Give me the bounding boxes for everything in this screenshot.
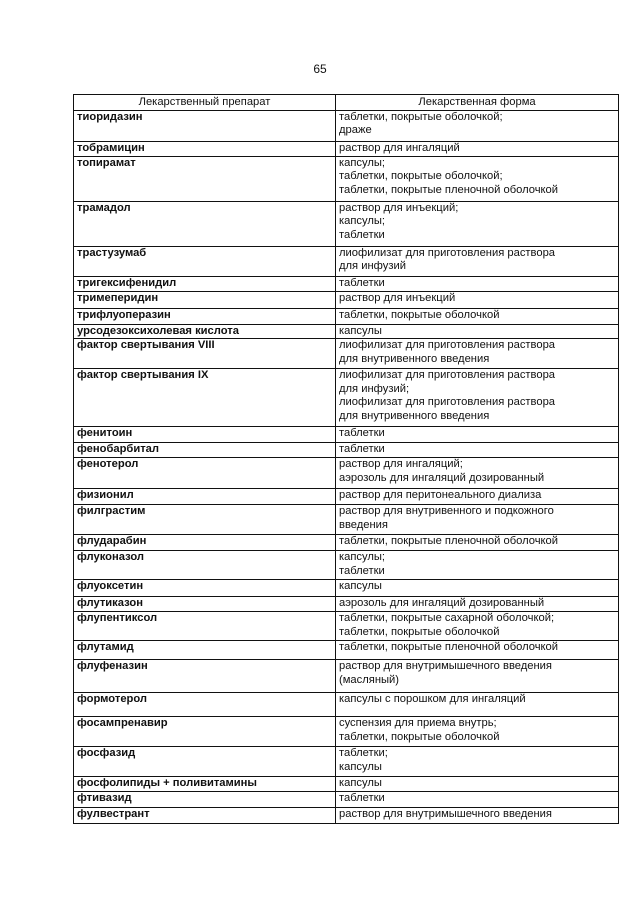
dosage-form: таблетки, покрытые пленочной оболочкой (339, 183, 559, 196)
dosage-form-cell (336, 110, 619, 141)
dosage-form-cell (336, 551, 619, 580)
table-row (74, 808, 619, 824)
medications-table (73, 94, 619, 824)
dosage-form: капсулы (339, 580, 382, 593)
dosage-form: таблетки, покрытые оболочкой; (339, 110, 503, 123)
dosage-form: таблетки (339, 228, 385, 241)
table-row (74, 276, 619, 291)
dosage-form: раствор для инъекций (339, 291, 456, 304)
drug-name: фулвестрант (74, 808, 336, 824)
dosage-form: для инфузий; (339, 382, 410, 395)
dosage-form: капсулы; (339, 215, 386, 228)
dosage-form: таблетки, покрытые оболочкой (339, 730, 500, 743)
dosage-form: капсулы; (339, 156, 386, 169)
drug-name: тримеперидин (74, 291, 336, 308)
drug-name: флуоксетин (74, 580, 336, 597)
table-row (74, 535, 619, 551)
dosage-form-cell (336, 792, 619, 808)
dosage-form-cell (336, 535, 619, 551)
dosage-form-cell (336, 201, 619, 246)
dosage-form-cell (336, 505, 619, 535)
column-header-drug: Лекарственный препарат (74, 95, 336, 111)
drug-name: трастузумаб (74, 246, 336, 276)
drug-name: фосфолипиды + поливитамины (74, 777, 336, 792)
dosage-form: раствор для ингаляций (339, 141, 460, 154)
dosage-form: капсулы; (339, 551, 386, 564)
dosage-form-cell (336, 141, 619, 156)
table-row (74, 717, 619, 747)
dosage-form-cell (336, 339, 619, 369)
dosage-form-cell (336, 427, 619, 443)
drug-name: физионил (74, 489, 336, 505)
dosage-form: таблетки; (339, 747, 388, 760)
drug-name: филграстим (74, 505, 336, 535)
drug-name: фактор свертывания IX (74, 369, 336, 427)
drug-name: трифлуоперазин (74, 308, 336, 324)
table-row (74, 693, 619, 717)
dosage-form: таблетки (339, 427, 385, 440)
table-row (74, 141, 619, 156)
dosage-form: капсулы (339, 760, 382, 773)
table-row (74, 110, 619, 141)
dosage-form-cell (336, 369, 619, 427)
drug-name: флупентиксол (74, 612, 336, 641)
dosage-form: таблетки (339, 443, 385, 456)
dosage-form: для инфузий (339, 260, 406, 273)
dosage-form: лиофилизат для приготовления раствора (339, 369, 556, 382)
table-row (74, 291, 619, 308)
dosage-form: капсулы с порошком для ингаляций (339, 693, 526, 706)
dosage-form: таблетки (339, 564, 385, 577)
dosage-form: таблетки (339, 276, 385, 289)
dosage-form: для внутривенного введения (339, 352, 490, 365)
drug-name: флуфеназин (74, 660, 336, 693)
dosage-form-cell (336, 489, 619, 505)
dosage-form-cell (336, 808, 619, 824)
table-row (74, 660, 619, 693)
dosage-form-cell (336, 747, 619, 777)
table-row (74, 339, 619, 369)
drug-name: флуконазол (74, 551, 336, 580)
dosage-form-cell (336, 246, 619, 276)
table-row (74, 580, 619, 597)
dosage-form-cell (336, 276, 619, 291)
drug-name: тобрамицин (74, 141, 336, 156)
table-row (74, 156, 619, 201)
dosage-form: лиофилизат для приготовления раствора (339, 246, 556, 259)
dosage-form-cell (336, 308, 619, 324)
dosage-form: таблетки, покрытые оболочкой (339, 625, 500, 638)
dosage-form-cell (336, 717, 619, 747)
drug-name: формотерол (74, 693, 336, 717)
dosage-form-cell (336, 291, 619, 308)
table-row (74, 777, 619, 792)
dosage-form: аэрозоль для ингаляций дозированный (339, 471, 545, 484)
dosage-form-cell (336, 597, 619, 612)
dosage-form-cell (336, 660, 619, 693)
table-row (74, 641, 619, 660)
dosage-form: раствор для перитонеального диализа (339, 489, 542, 502)
dosage-form: таблетки, покрытые оболочкой (339, 308, 500, 321)
table-row (74, 489, 619, 505)
dosage-form: аэрозоль для ингаляций дозированный (339, 597, 545, 610)
dosage-form-cell (336, 580, 619, 597)
table-row (74, 324, 619, 339)
dosage-form: капсулы (339, 324, 382, 337)
dosage-form: таблетки, покрытые оболочкой; (339, 170, 503, 183)
drug-name: урсодезоксихолевая кислота (74, 324, 336, 339)
dosage-form: лиофилизат для приготовления раствора (339, 396, 556, 409)
table-row (74, 201, 619, 246)
table-header-row (74, 95, 619, 111)
dosage-form: суспензия для приема внутрь; (339, 717, 497, 730)
drug-name: фтивазид (74, 792, 336, 808)
drug-name: флутиказон (74, 597, 336, 612)
drug-name: флутамид (74, 641, 336, 660)
table-row (74, 505, 619, 535)
dosage-form-cell (336, 641, 619, 660)
dosage-form: таблетки, покрытые пленочной оболочкой (339, 535, 559, 548)
drug-name: фактор свертывания VIII (74, 339, 336, 369)
table-row (74, 369, 619, 427)
dosage-form: таблетки, покрытые сахарной оболочкой; (339, 612, 555, 625)
dosage-form: раствор для внутривенного и подкожного (339, 505, 554, 518)
dosage-form-cell (336, 443, 619, 458)
dosage-form-cell (336, 612, 619, 641)
table-row (74, 246, 619, 276)
dosage-form-cell (336, 458, 619, 489)
table-row (74, 308, 619, 324)
drug-name: фенобарбитал (74, 443, 336, 458)
dosage-form: капсулы (339, 777, 382, 790)
drug-name: трамадол (74, 201, 336, 246)
drug-name: топирамат (74, 156, 336, 201)
dosage-form: раствор для внутримышечного введения (339, 660, 552, 673)
drug-name: тригексифенидил (74, 276, 336, 291)
drug-name: фенотерол (74, 458, 336, 489)
dosage-form-cell (336, 777, 619, 792)
dosage-form: раствор для инъекций; (339, 201, 459, 214)
drug-name: фенитоин (74, 427, 336, 443)
dosage-form: раствор для ингаляций; (339, 458, 463, 471)
dosage-form: введения (339, 518, 388, 531)
drug-name: тиоридазин (74, 110, 336, 141)
dosage-form-cell (336, 324, 619, 339)
table-row (74, 792, 619, 808)
table-row (74, 551, 619, 580)
dosage-form: раствор для внутримышечного введения (339, 808, 552, 821)
table-row (74, 443, 619, 458)
dosage-form-cell (336, 156, 619, 201)
dosage-form: для внутривенного введения (339, 409, 490, 422)
dosage-form: драже (339, 124, 372, 137)
table-row (74, 597, 619, 612)
dosage-form: таблетки (339, 792, 385, 805)
table-row (74, 747, 619, 777)
table-body (74, 110, 619, 824)
drug-name: фосфазид (74, 747, 336, 777)
dosage-form-cell (336, 693, 619, 717)
dosage-form: (масляный) (339, 673, 400, 686)
drug-name: флударабин (74, 535, 336, 551)
drug-name: фосампренавир (74, 717, 336, 747)
table-row (74, 427, 619, 443)
table-row (74, 612, 619, 641)
dosage-form: таблетки, покрытые пленочной оболочкой (339, 641, 559, 654)
table-row (74, 458, 619, 489)
column-header-form: Лекарственная форма (336, 95, 619, 111)
dosage-form: лиофилизат для приготовления раствора (339, 339, 556, 352)
page-number: 65 (313, 62, 327, 76)
